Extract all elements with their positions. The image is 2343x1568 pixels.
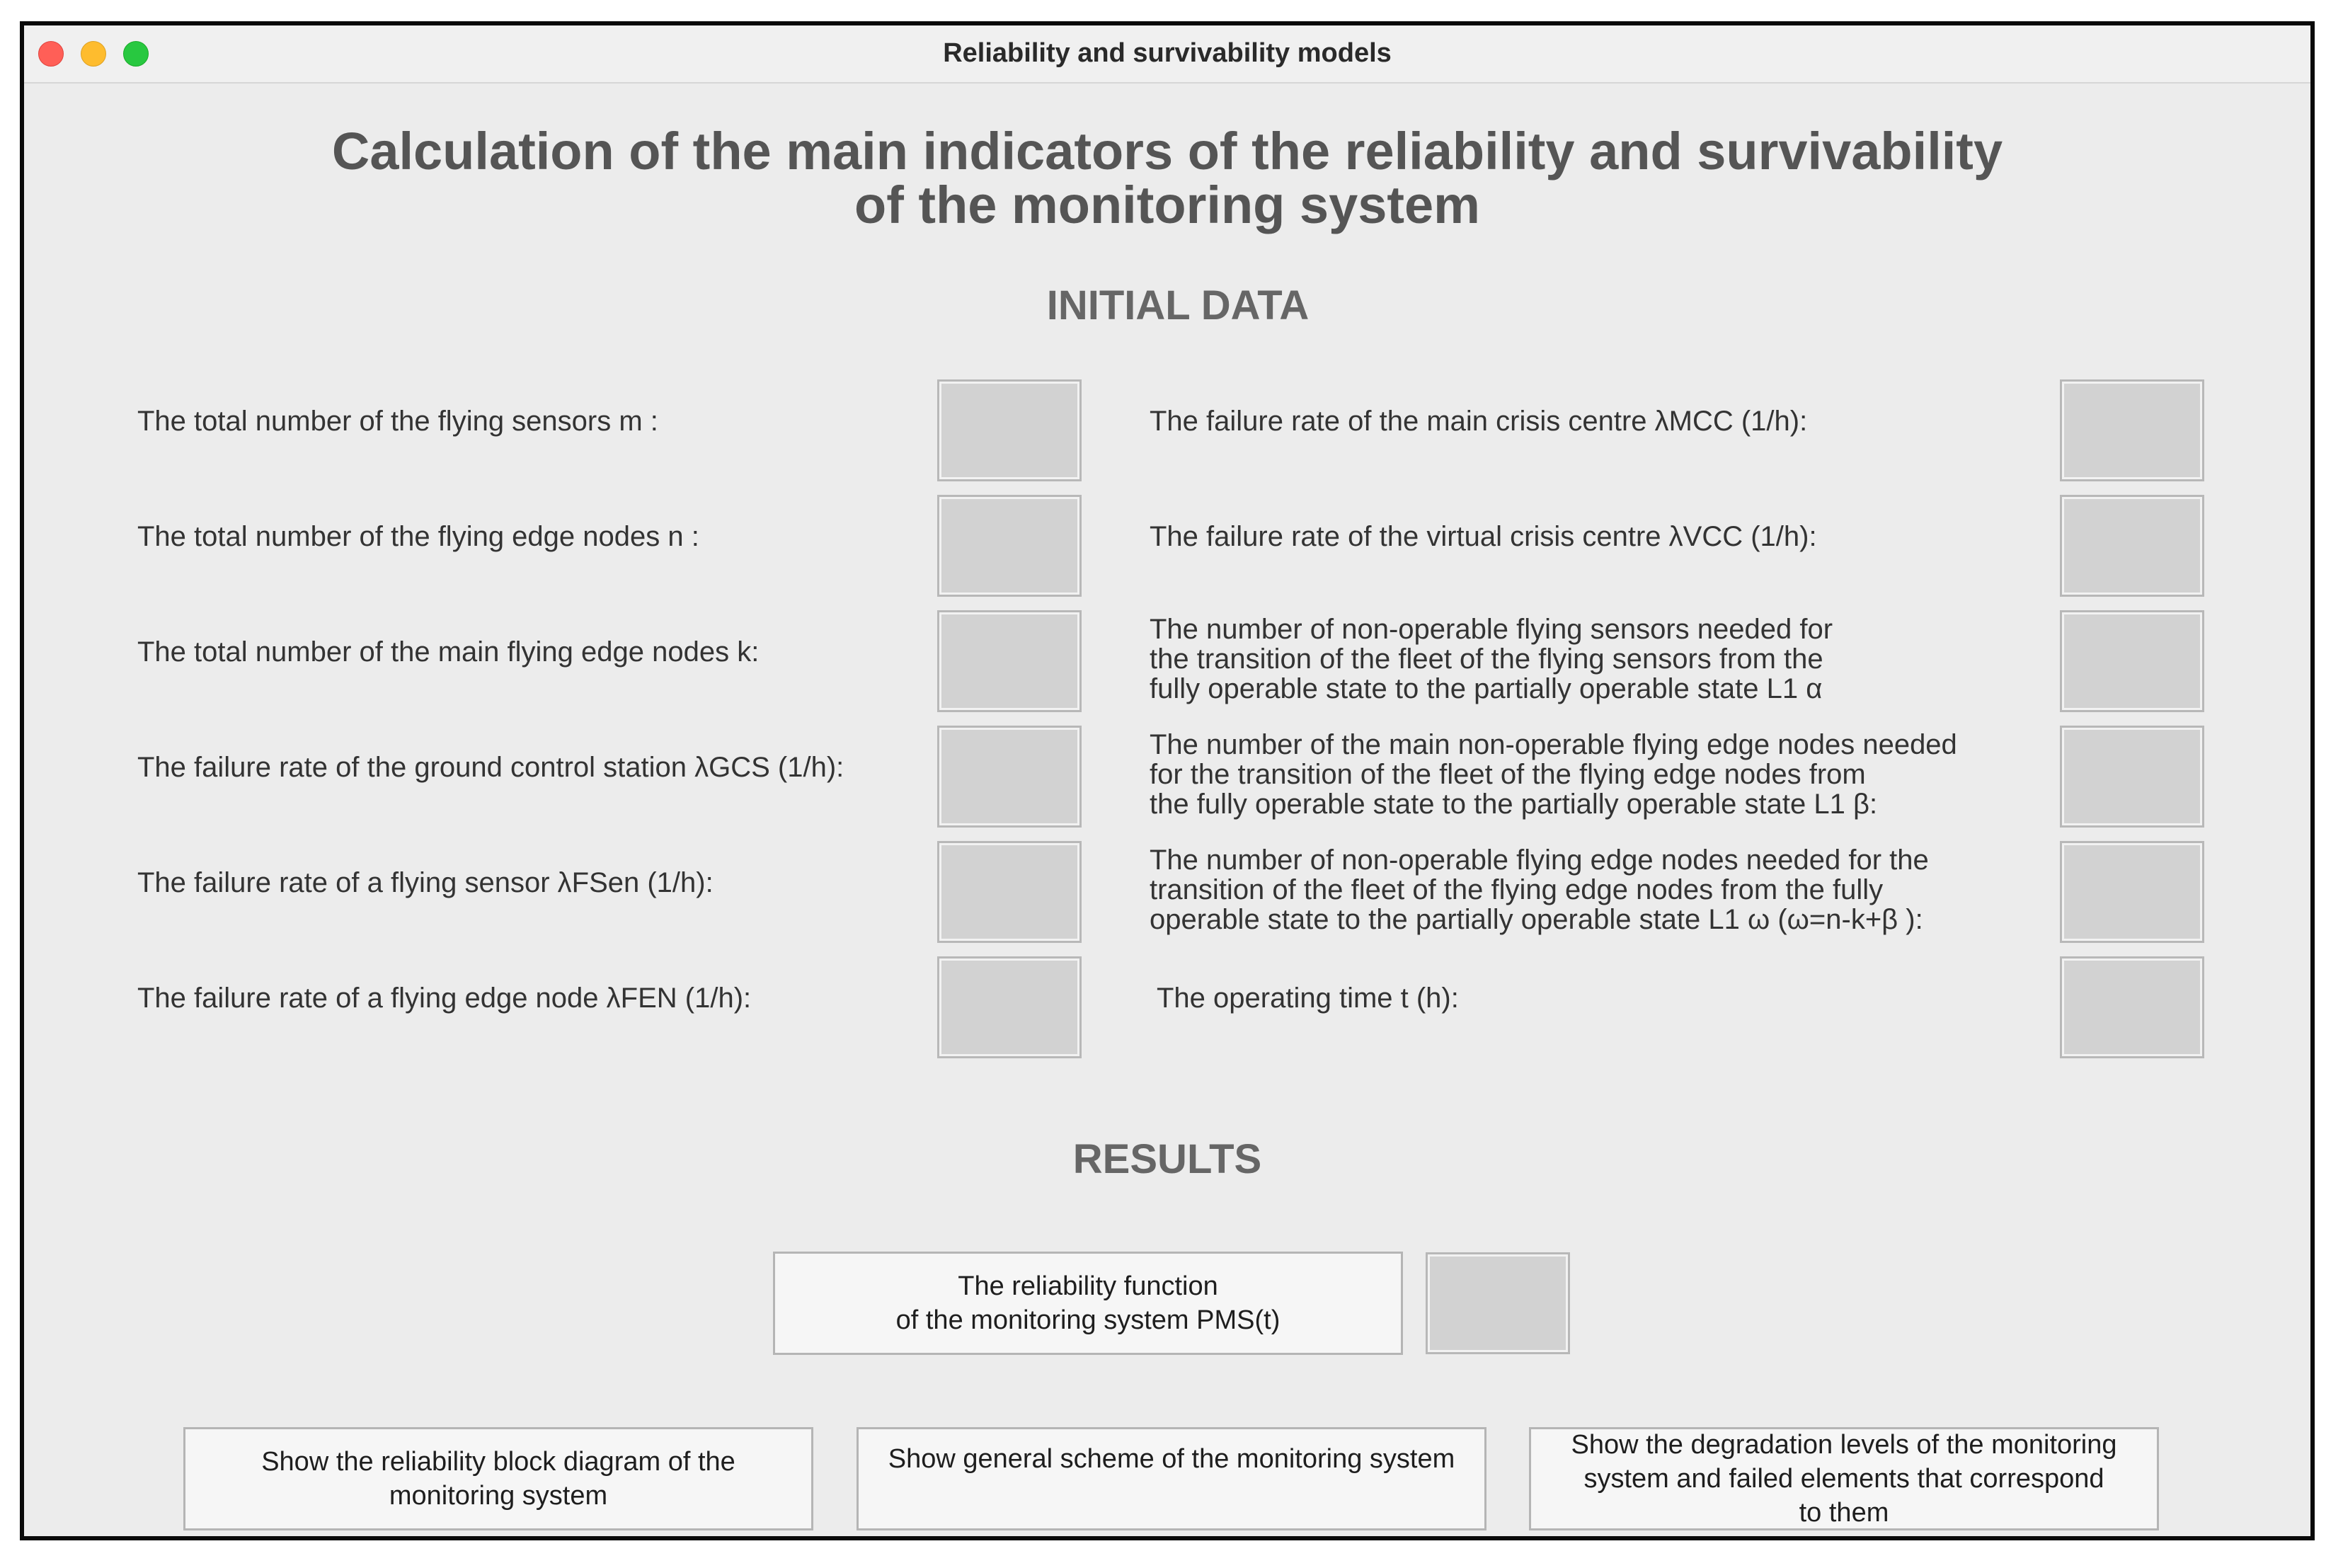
page-title-line-1: Calculation of the main indicators of the reliability and survivability xyxy=(331,122,2003,181)
input-total-flying-sensors[interactable] xyxy=(937,379,1082,481)
title-bar[interactable] xyxy=(24,25,2310,84)
label-omega-line-3: operable state to the partially operable state L1 ω (ω=n-k+β ): xyxy=(1150,904,1923,935)
input-failure-rate-vcc[interactable] xyxy=(2060,495,2204,597)
label-failure-rate-mcc xyxy=(1150,406,1807,436)
label-total-flying-edge-nodes: The total number of the flying edge nodes n : xyxy=(137,521,699,552)
label-total-flying-sensors: The total number of the flying sensors m : xyxy=(137,406,658,437)
app-window xyxy=(20,21,2315,1540)
label-failure-rate-gcs: The failure rate of the ground control station λGCS (1/h): xyxy=(137,752,844,783)
label-alpha xyxy=(1150,614,1833,704)
input-beta[interactable] xyxy=(2060,726,2204,828)
degradation-line-3: to them xyxy=(1799,1498,1889,1528)
degradation-line-1: Show the degradation levels of the monitoring xyxy=(1571,1430,2117,1460)
label-alpha-line-2: the transition of the fleet of the flying sensors from the xyxy=(1150,643,1823,675)
label-beta-line-1: The number of the main non-operable flying edge nodes needed xyxy=(1150,729,1957,760)
label-failure-rate-vcc xyxy=(1150,522,1817,551)
label-operating-time-line: The operating time t (h): xyxy=(1157,983,1459,1014)
page-title xyxy=(166,122,2169,234)
label-main-flying-edge-nodes: The total number of the main flying edge nodes k: xyxy=(137,636,760,668)
input-failure-rate-mcc[interactable] xyxy=(2060,379,2204,481)
show-block-diagram-button[interactable] xyxy=(183,1427,813,1530)
input-omega[interactable] xyxy=(2060,841,2204,943)
input-failure-rate-gcs[interactable] xyxy=(937,726,1082,828)
window-title: Reliability and survivability models xyxy=(943,38,1392,68)
reliability-function-output xyxy=(1426,1252,1570,1354)
degradation-line-2: system and failed elements that correspond xyxy=(1583,1464,2104,1494)
page-title-line-2: of the monitoring system xyxy=(854,176,1480,234)
label-failure-rate-flying-sensor: The failure rate of a flying sensor λFSen (1/h): xyxy=(137,867,714,898)
label-failure-rate-mcc-line: The failure rate of the main crisis centre λMCC (1/h): xyxy=(1150,406,1808,437)
reliability-function-line-1: The reliability function xyxy=(958,1271,1218,1301)
label-failure-rate-vcc-line: The failure rate of the virtual crisis centre λVCC (1/h): xyxy=(1150,521,1817,552)
label-alpha-line-1: The number of non-operable flying sensors needed for xyxy=(1150,614,1833,645)
label-beta-line-2: for the transition of the fleet of the flying edge nodes from xyxy=(1150,759,1866,790)
input-failure-rate-flying-sensor[interactable] xyxy=(937,841,1082,943)
label-omega-line-1: The number of non-operable flying edge nodes needed for the xyxy=(1150,845,1929,876)
label-beta xyxy=(1150,730,1957,819)
results-heading: RESULTS xyxy=(1072,1136,1262,1182)
show-general-scheme-button[interactable] xyxy=(857,1427,1486,1530)
reliability-function-button[interactable] xyxy=(773,1252,1403,1355)
reliability-function-line-2: of the monitoring system PMS(t) xyxy=(895,1305,1281,1335)
show-degradation-levels-button[interactable] xyxy=(1529,1427,2159,1530)
general-scheme-line-1: Show general scheme of the monitoring system xyxy=(888,1444,1455,1474)
label-alpha-line-3: fully operable state to the partially operable state L1 α xyxy=(1150,673,1823,704)
label-operating-time xyxy=(1157,983,1459,1013)
input-alpha[interactable] xyxy=(2060,610,2204,712)
label-failure-rate-flying-edge-node: The failure rate of a flying edge node λFEN (1/h): xyxy=(137,983,752,1014)
initial-data-heading: INITIAL DATA xyxy=(1046,282,1310,328)
label-omega-line-2: transition of the fleet of the flying edge nodes from the fully xyxy=(1150,874,1884,905)
input-failure-rate-flying-edge-node[interactable] xyxy=(937,956,1082,1058)
label-beta-line-3: the fully operable state to the partially operable state L1 β: xyxy=(1150,789,1878,820)
input-total-flying-edge-nodes[interactable] xyxy=(937,495,1082,597)
block-diagram-line-2: monitoring system xyxy=(389,1481,608,1511)
label-omega xyxy=(1150,845,1929,934)
input-main-flying-edge-nodes[interactable] xyxy=(937,610,1082,712)
block-diagram-line-1: Show the reliability block diagram of the xyxy=(261,1447,735,1477)
input-operating-time[interactable] xyxy=(2060,956,2204,1058)
